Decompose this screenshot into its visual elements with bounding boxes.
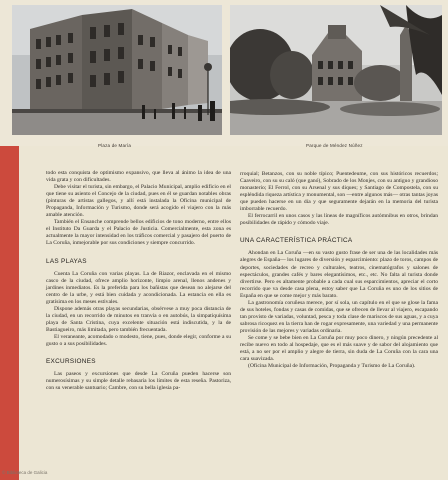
left-photo-caption: Plaza de María <box>98 143 132 148</box>
paragraph: También el Ensanche comprende bellos edificios de tono moderno, entre ellos el Instituto Da Guarda y el Palacio de Justicia. Comercialmente, esta zona es actualmente la mayor intensidad en los tráficos comercial y pasajero del puerto de La Coruña, inmejorable por sus condiciones y siempre concurrido. <box>46 219 231 247</box>
paragraph: Debe visitar el turista, sin embargo, el Palacio Municipal, amplio edificio en el que tiene su asiento el Concejo de la ciudad, pues en él se guardan notables obras (pinturas de artistas gallegos, y allí está instalada la Oficina municipal de Propaganda, Información y Turismo, donde será acogido el viajero con la más amable atención. <box>46 184 231 219</box>
paragraph: Las paseos y excursiones que desde La Coruña pueden hacerse son numerosísimas y su simple detalle rebasaría los límites de esta reseña. Pastoriza, con su venerable santuario; Cambre, con su bella iglesia pa- <box>46 371 231 392</box>
library-credit: © Biblioteca de Galicia <box>2 470 48 475</box>
paragraph: Cuenta La Coruña con varias playas. La de Riazor, enclavada en el mismo casco de la ciudad, ofrece amplio horizonte, limpio arenal, llenos andenes y jardines inmediatos. Es la preferida para los bañistas que desean no alejarse del centro de la urbe, y está bien cuidada y acondicionada. La estancia en ella es gratísima en los meses estivales. <box>46 270 231 305</box>
section-heading-excursions: EXCURSIONES <box>46 358 96 366</box>
section-heading-practical: UNA CARACTERÍSTICA PRÁCTICA <box>240 237 353 245</box>
paragraph: El veraneante, acomodado o modesto, tiene, pues, donde elegir, conforme a su gusto o a sus posibilidades. <box>46 333 231 348</box>
plaza-photo <box>12 5 222 135</box>
source-credit: (Oficina Municipal de Información, Propaganda y Turismo de La Coruña). <box>248 363 416 370</box>
paragraph: todo esta conquista de optimismo expansivo, que lleva al ánimo la idea de una vida grata y con dificultades. <box>46 170 231 184</box>
paragraph: La gastronomía coruñesa merece, por sí sola, un capítulo en el que se glose la fama de sus hoteles, fondas y casas de comidas, que se ofrecen de llevar al viajero, escapando tan provisto de variadas, voluntad, pesca y toda clase de mariscos de sus aguas, y a cuya sabrosa ricoquez en la tierra han de rogar expresamente, una variedad y una permanente provisión de las mejores y variadas ordinaria. <box>240 299 438 334</box>
paragraph: Ahondan en La Coruña —en su vasto gusto frase de ser una de las localidades más alegres de España— los lugares de diversión y esparcimiento: plazo de toros, campos de deportes, sociedades de recreo y culturales, teatros, cinematógrafos y salones de espectáculos, grandes cafés y bares elegantísimos, etc., etc. No falta al turista donde divertirse. Pero es altamente probable a cada cual sus esparcimientos, apreciar el corto recorrido que va desde casa plena, estoy saber que La Coruña es uno de los sitios de España en que se come mejor y más barato. <box>240 250 438 299</box>
right-photo-caption: Parque de Méndez Núñez <box>306 143 363 148</box>
paragraph: Dispone además otras playas secundarias, obsérvese a muy poca distancia de la ciudad, en un recorrido de minutos en tranvía o en autobús, la simpatiquísima playa de Santa Cristina, cuya excelente situación está indiscutida, y la de Bastiagueiro, más limitada, pero también frecuentada. <box>46 305 231 333</box>
left-text-column <box>46 170 231 392</box>
paragraph: rroquial; Betanzos, con su noble típico; Puentedeume, con sus históricos recuerdos; Caaveiro, con su su caló (que ganó), Sobrado de los Monjes, con su antiguo y grandioso monasterio; El Ferrol, con su Arsenal y sus diques; y Santiago de Compostela, con su espléndida riqueza artística y monumental, son —entre algunos más— otras tantas joyas que pueden hacerse en un día y que seguramente dejarán en la memoria del turista imborrable recuerdo. <box>240 171 438 213</box>
red-margin-band <box>0 146 19 480</box>
park-photo <box>230 5 442 135</box>
right-text-column <box>240 171 438 370</box>
paragraph: Se come y se bebe bien en La Coruña por muy poco dinero, y ningún precedente al recibe nuevo en todo al hospedaje, que es el más suave y de sabor del alojamiento que está, a no ser por el amplio y alegre de tierra, sin duda de La Coruña con la cara una cara suavizada. <box>240 334 438 363</box>
section-heading-beaches: LAS PLAYAS <box>46 257 87 265</box>
paragraph: El ferrocarril en unos casos y las líneas de magníficos autómnibus en otros, brindan posibilidades de rápido y cómodo viaje. <box>240 213 438 227</box>
